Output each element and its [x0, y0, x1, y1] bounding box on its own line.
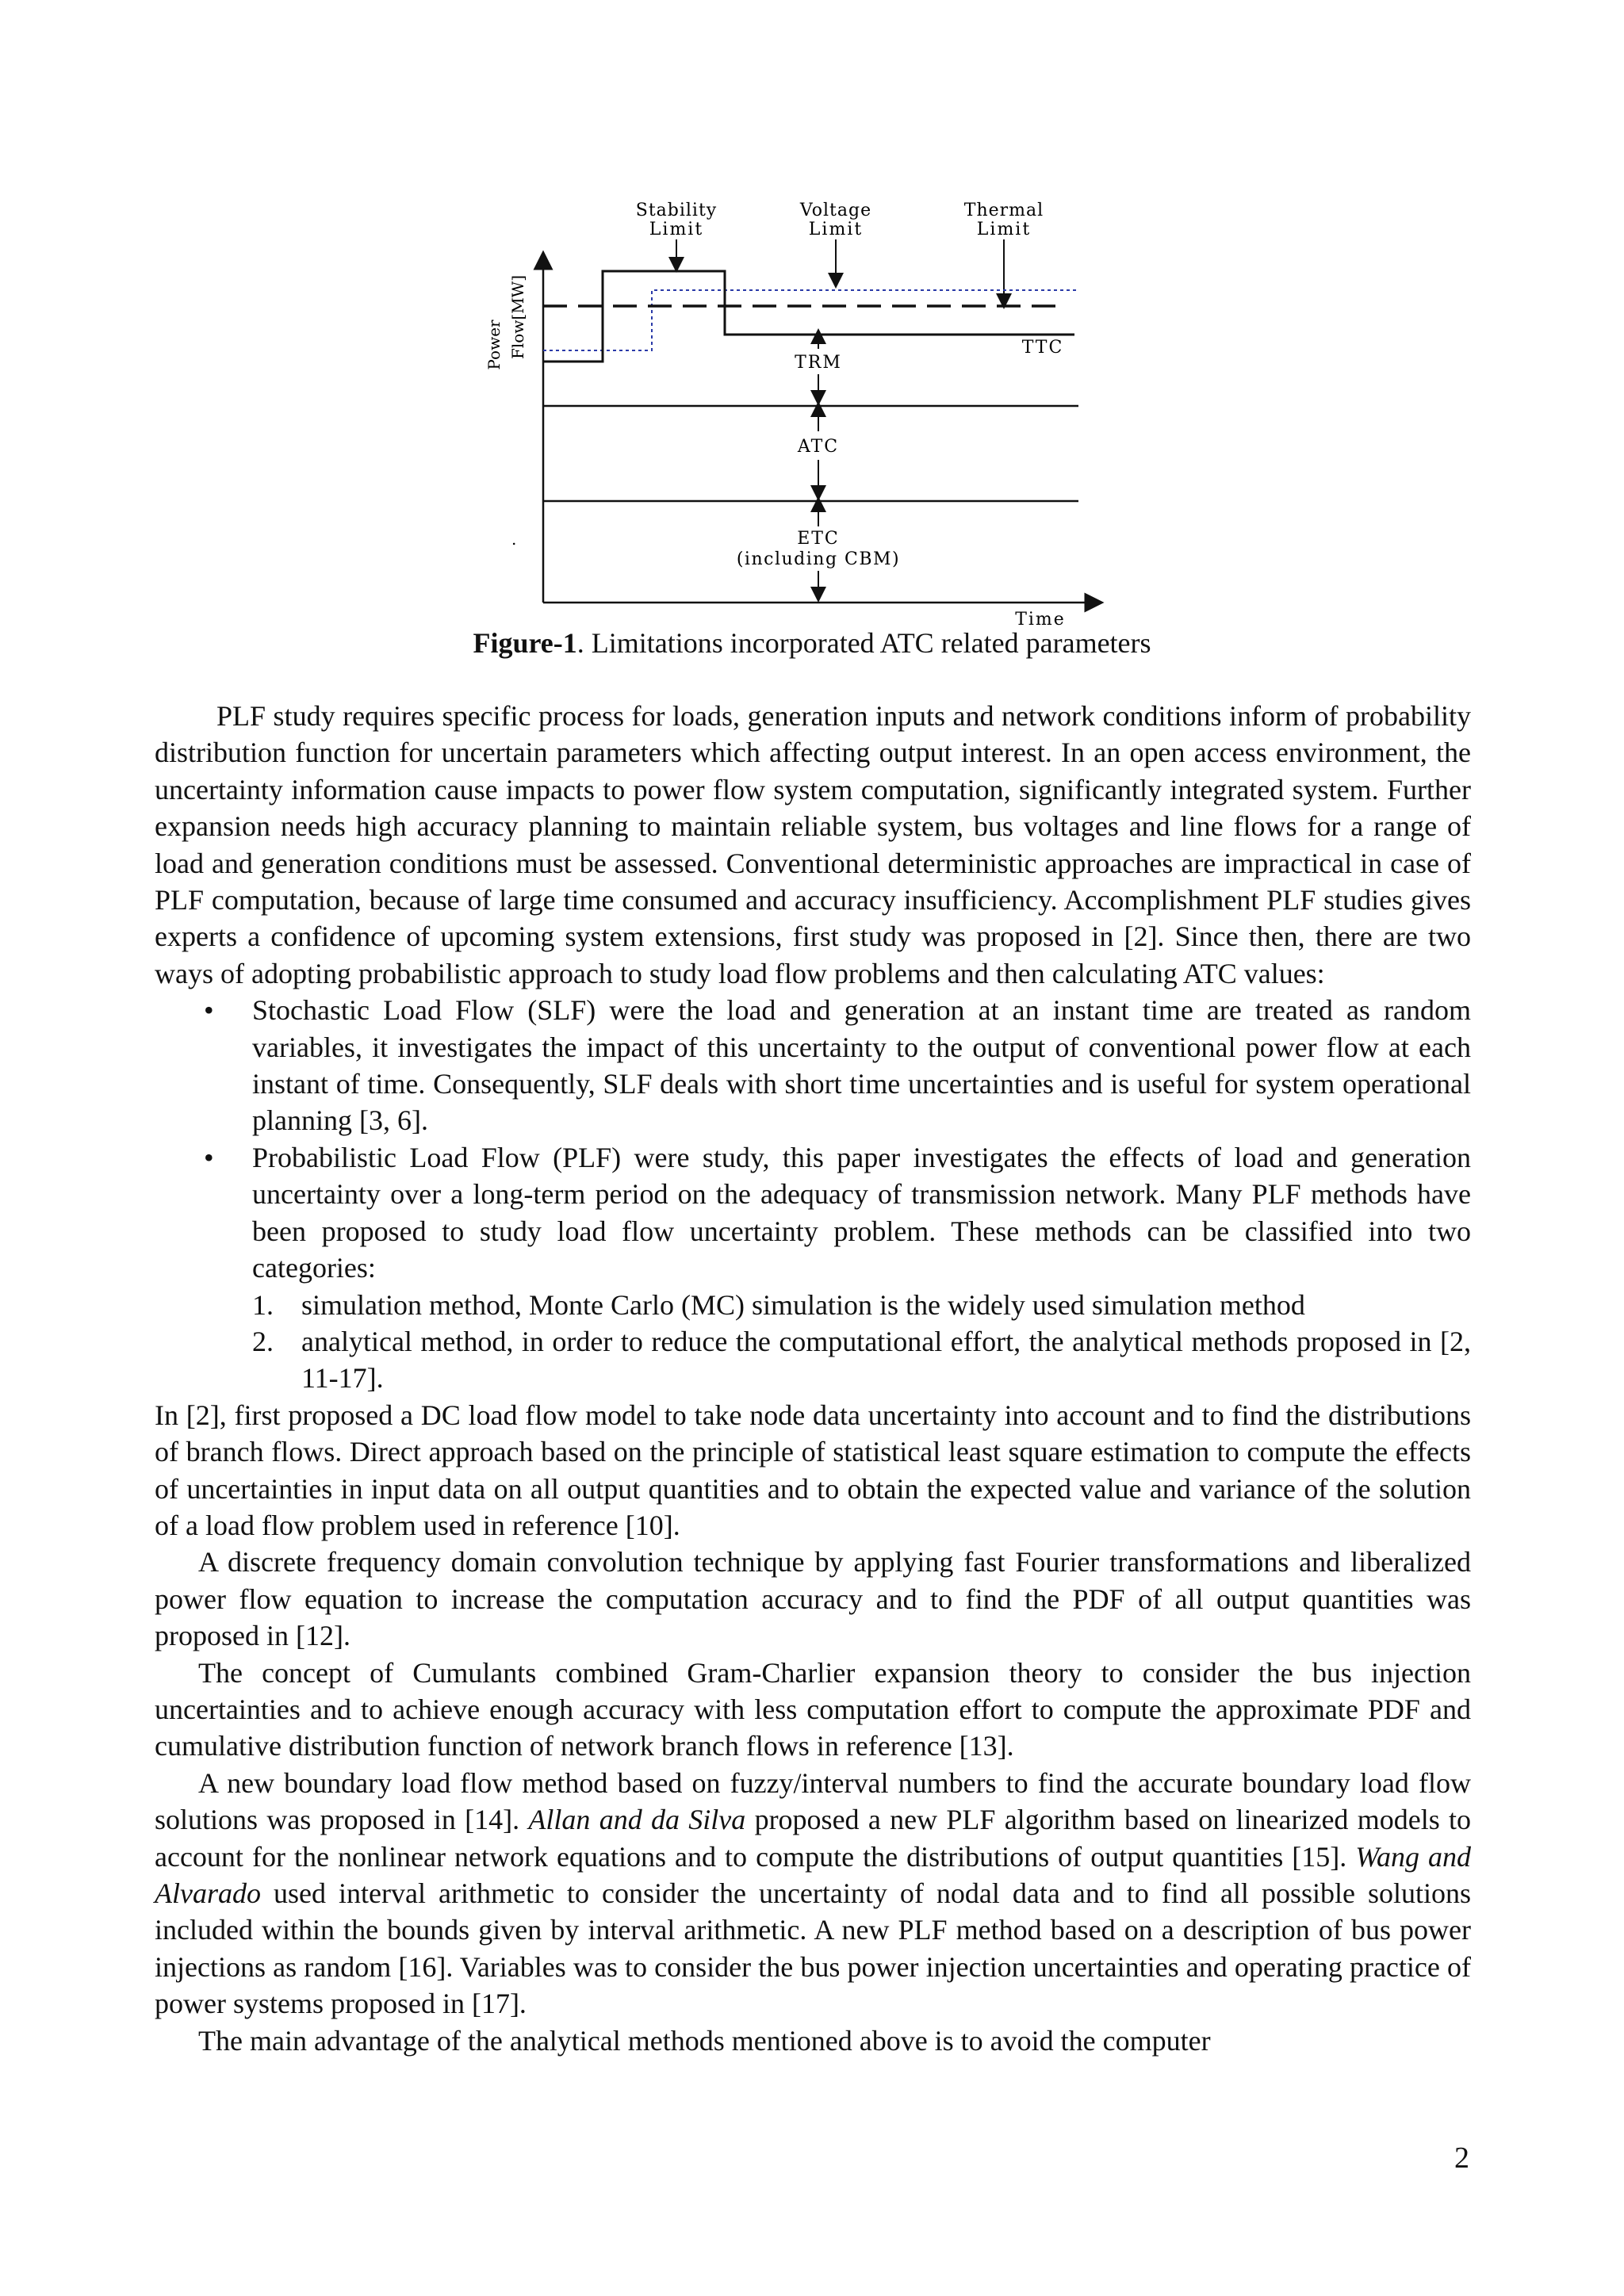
numbered-text: simulation method, Monte Carlo (MC) simulation is the widely used simulation method — [301, 1288, 1305, 1321]
ttc-line — [543, 271, 1074, 362]
stability-label-1: Stability — [635, 201, 718, 220]
paragraph-4: The concept of Cumulants combined Gram-Charlier expansion theory to consider the bus injection uncertainties and to achieve enough accuracy with less computation effort to compute the approximate PDF and cumulative distribution function of network branch flows in reference [13]. — [155, 1656, 1471, 1762]
bullet-item-plf — [155, 1139, 1471, 1287]
bullet-text: Stochastic Load Flow (SLF) were the load and generation at an instant time are treated as random variables, it investigates the impact of this uncertainty to the output of conventional power flow at each instant of time. Consequently, SLF deals with short time uncertainties and is useful for system operational planning [3, 6]. — [252, 994, 1471, 1137]
bullet-list — [155, 992, 1471, 1286]
bullet-item-slf — [155, 992, 1471, 1139]
figure-caption-text: . Limitations incorporated ATC related parameters — [576, 627, 1151, 659]
paragraph-1: PLF study requires specific process for loads, generation inputs and network conditions inform of probability distribution function for uncertain parameters which affecting output interest. In an open access environment, the uncertainty information cause impacts to power flow system computation, significantly integrated system. Further expansion needs high accuracy planning to maintain reliable system, bus voltages and line flows for a range of load and generation conditions must be assessed. Conventional deterministic approaches are impractical in case of PLF computation, because of large time consumed and accuracy insufficiency. Accomplishment PLF studies gives experts a confidence of upcoming system extensions, first study was proposed in [2]. Since then, there are two ways of adopting probabilistic approach to study load flow problems and then calculating ATC values: — [155, 700, 1471, 989]
p5-part-a: A new boundary load flow method based on fuzzy/interval numbers to find the accurate boundary load flow solutions was proposed in [14]. — [155, 1766, 1471, 1836]
figure-caption — [0, 625, 1624, 661]
atc-figure — [476, 190, 1110, 634]
bullet-text: Probabilistic Load Flow (PLF) were study, this paper investigates the effects of load and generation uncertainty over a long-term period on the adequacy of transmission network. Many PLF methods have been proposed to study load flow uncertainty problem. These methods can be classified into two categories: — [252, 1141, 1471, 1284]
thermal-label-1: Thermal — [963, 201, 1044, 220]
page-number: 2 — [1454, 2141, 1469, 2175]
time-label: Time — [1015, 610, 1066, 629]
p5-authors-2: Wang and Alvarado — [155, 1840, 1471, 1909]
body-text — [155, 698, 1471, 2059]
atc-diagram — [476, 190, 1110, 634]
voltage-label-1: Voltage — [799, 201, 872, 220]
paragraph-2: In [2], first proposed a DC load flow model to take node data uncertainty into account and to find the distributions of branch flows. Direct approach based on the principle of statistical least square estimation to compute the effects of uncertainties in input data on all output quantities and to obtain the expected value and variance of the solution of a load flow problem used in reference [10]. — [155, 1399, 1471, 1541]
p5-part-b: proposed a new PLF algorithm based on linearized models to account for the nonlinear network equations and to compute the distributions of output quantities [15]. — [155, 1804, 1471, 1873]
y-axis-label-1: Power — [485, 320, 504, 370]
p5-part-c: used interval arithmetic to consider the uncertainty of nodal data and to find all possible solutions included within the bounds given by interval arithmetic. A new PLF method based on a description of bus power injections as random [16]. Variables was to consider the bus power injection uncertainties and operating practice of power systems proposed in [17]. — [155, 1877, 1471, 2020]
numbered-item — [155, 1287, 1471, 1323]
numbered-list — [155, 1287, 1471, 1397]
numbered-text: analytical method, in order to reduce the computational effort, the analytical methods proposed in [2, 11-17]. — [301, 1325, 1471, 1395]
list-number: 2. — [252, 1325, 274, 1357]
stray-dot: . — [511, 530, 517, 549]
y-axis-label-2: Flow[MW] — [508, 274, 527, 360]
paragraph-5 — [155, 1765, 1471, 2022]
paragraph-6: The main advantage of the analytical methods mentioned above is to avoid the computer — [198, 2024, 1211, 2057]
bullet-dot: • — [204, 994, 214, 1027]
bullet-dot: • — [204, 1141, 214, 1173]
thermal-label-2: Limit — [976, 220, 1032, 239]
thermal-profile — [543, 290, 1078, 350]
paragraph-3: A discrete frequency domain convolution technique by applying fast Fourier transformations and liberalized power flow equation to increase the computation accuracy and to find the PDF of all output quantities was proposed in [12]. — [155, 1546, 1471, 1652]
numbered-item — [155, 1323, 1471, 1397]
etc-label: ETC — [797, 529, 840, 549]
etc-note: (including CBM) — [736, 549, 901, 569]
p5-authors-1: Allan and da Silva — [528, 1804, 746, 1836]
figure-caption-label: Figure-1 — [473, 627, 577, 659]
stability-label-2: Limit — [649, 220, 704, 239]
trm-label: TRM — [795, 353, 842, 373]
ttc-label: TTC — [1021, 338, 1064, 358]
voltage-label-2: Limit — [808, 220, 864, 239]
atc-label: ATC — [797, 437, 840, 457]
list-number: 1. — [252, 1288, 274, 1321]
